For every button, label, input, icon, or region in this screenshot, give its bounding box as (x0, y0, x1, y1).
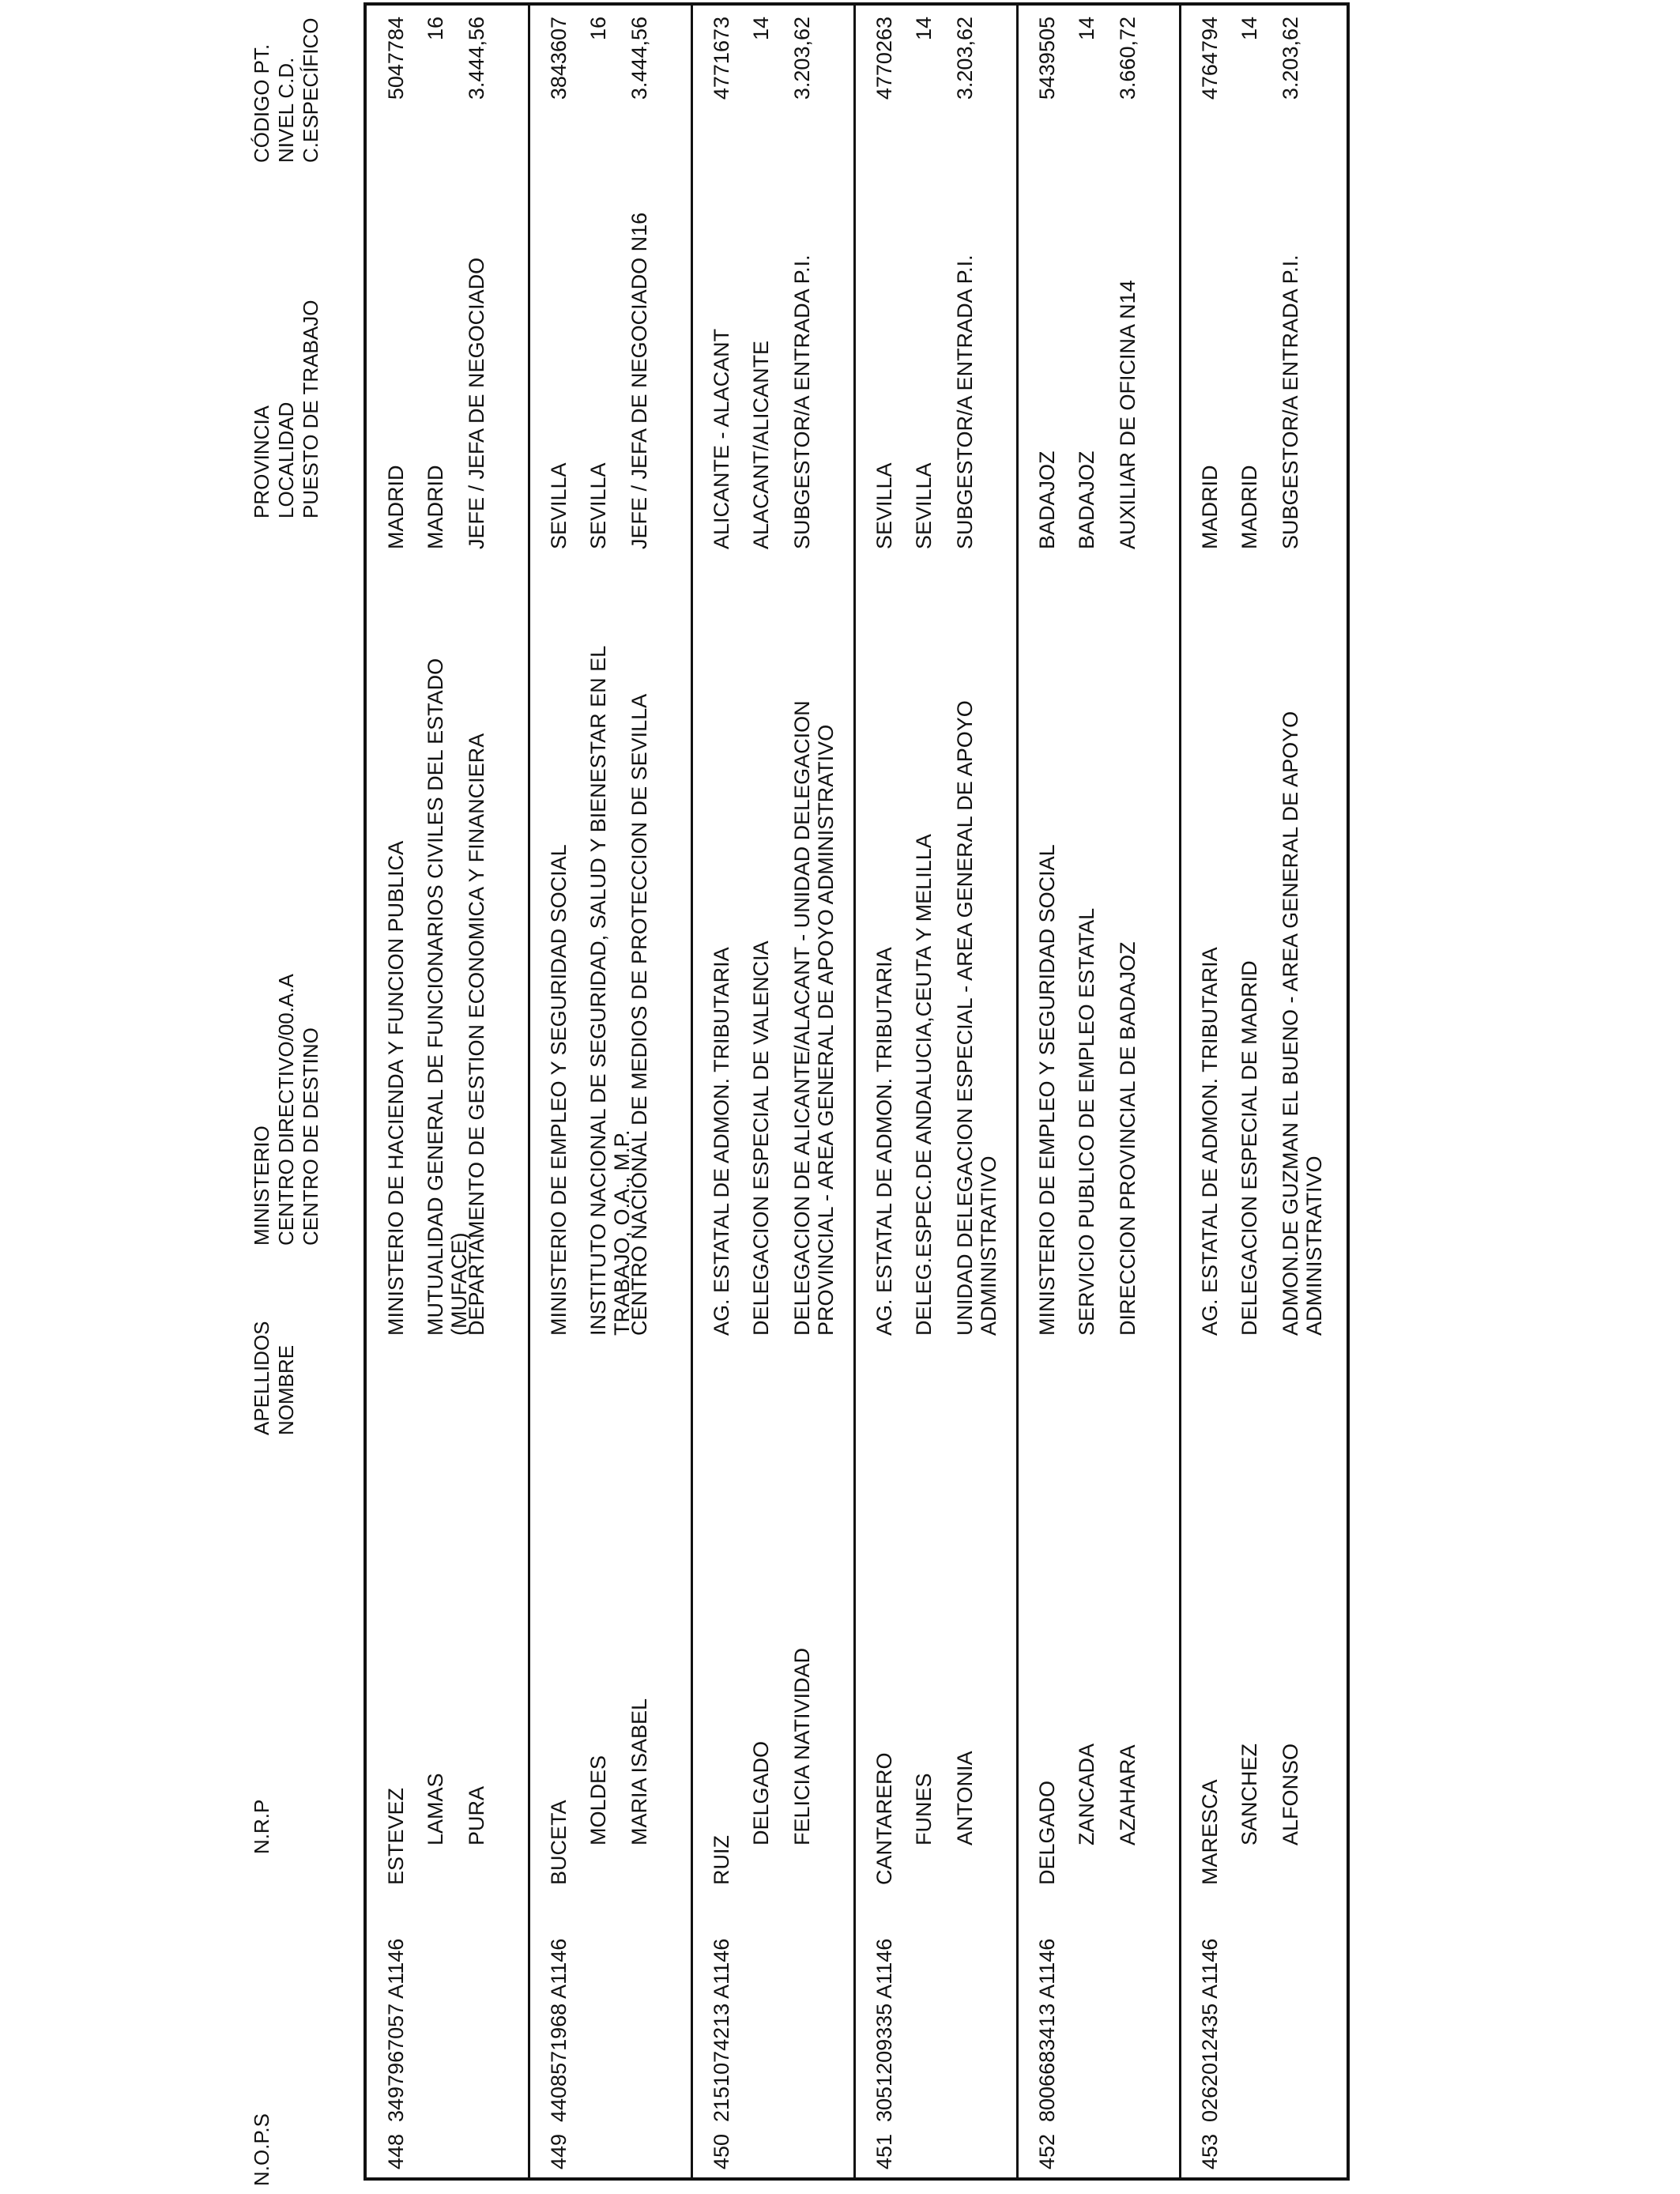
nops-cell: 452 (1035, 2133, 1059, 2169)
header-provincia-label: PROVINCIA (250, 405, 273, 518)
header-apellidos (250, 1321, 299, 1435)
localidad-cell: MADRID (424, 465, 447, 549)
header-localidad-label: LOCALIDAD (274, 401, 298, 518)
record-row (855, 6, 1018, 2177)
centro-destino-cell: DEPARTAMENTO DE GESTION ECONOMICA Y FINANCIERA (465, 733, 488, 1336)
header-ministerio-label: MINISTERIO (250, 1125, 273, 1246)
especifico-cell: 3.444,56 (627, 17, 651, 100)
localidad-cell: ALACANT/ALICANTE (749, 340, 773, 549)
nivel-cell: 14 (1075, 17, 1098, 41)
nops-cell: 448 (384, 2133, 408, 2169)
provincia-cell: MADRID (384, 465, 408, 549)
ministerio-cell: AG. ESTATAL DE ADMON. TRIBUTARIA (710, 947, 733, 1336)
header-nrp (250, 1800, 274, 1854)
puesto-cell: SUBGESTOR/A ENTRADA P.I. (1279, 254, 1302, 549)
codigo-cell: 5047784 (384, 17, 408, 100)
record-row (1181, 6, 1343, 2177)
nrp-cell: 3497967057 A1146 (384, 1938, 408, 2122)
centro-directivo-cell: INSTITUTO NACIONAL DE SEGURIDAD, SALUD Y BIENESTAR EN EL TRABAJO, O.A., M.P. (586, 646, 634, 1336)
header-especifico-label: C.ESPECÍFICO (299, 17, 322, 163)
record-row (367, 6, 529, 2177)
localidad-cell: MADRID (1237, 465, 1261, 549)
centro-destino-cell: UNIDAD DELEGACION ESPECIAL - AREA GENERAL DE APOYO ADMINISTRATIVO (953, 700, 1000, 1336)
apellido1-cell: CANTARERO (872, 1752, 896, 1885)
ministerio-cell: MINISTERIO DE HACIENDA Y FUNCION PUBLICA (384, 840, 408, 1336)
codigo-cell: 4764794 (1198, 17, 1222, 100)
record-separator (1179, 6, 1181, 2177)
nops-cell: 449 (547, 2133, 571, 2169)
header-centro-destino-label: CENTRO DE DESTINO (299, 1027, 322, 1246)
codigo-cell: 5439505 (1035, 17, 1059, 100)
puesto-cell: JEFE / JEFA DE NEGOCIADO (465, 257, 488, 549)
nrp-cell: 2151074213 A1146 (710, 1938, 733, 2122)
nivel-cell: 16 (424, 17, 447, 41)
apellido1-cell: RUIZ (710, 1835, 733, 1885)
apellido2-cell: FUNES (912, 1773, 936, 1845)
header-centro-directivo-label: CENTRO DIRECTIVO/00.A.A (274, 974, 298, 1246)
header-codigo-label: CÓDIGO PT. (250, 43, 273, 163)
nrp-cell: 3051209335 A1146 (872, 1938, 896, 2122)
especifico-cell: 3.203,62 (1279, 17, 1302, 100)
centro-destino-cell: CENTRO NACIONAL DE MEDIOS DE PROTECCION DE SEVILLA (627, 693, 651, 1336)
nivel-cell: 14 (749, 17, 773, 41)
ministerio-cell: AG. ESTATAL DE ADMON. TRIBUTARIA (1198, 947, 1222, 1336)
codigo-cell: 4771673 (710, 17, 733, 100)
apellido2-cell: SANCHEZ (1237, 1743, 1261, 1845)
provincia-cell: SEVILLA (547, 462, 571, 549)
header-apellidos-label: APELLIDOS (250, 1321, 273, 1435)
centro-destino-cell: ADMON.DE GUZMAN EL BUENO - AREA GENERAL DE APOYO ADMINISTRATIVO (1279, 711, 1326, 1336)
nombre-cell: ANTONIA (953, 1751, 977, 1845)
nrp-cell: 4408571968 A1146 (547, 1938, 571, 2122)
apellido2-cell: LAMAS (424, 1773, 447, 1845)
localidad-cell: SEVILLA (586, 462, 610, 549)
apellido1-cell: BUCETA (547, 1800, 571, 1885)
nrp-cell: 0262012435 A1146 (1198, 1938, 1222, 2122)
puesto-cell: AUXILIAR DE OFICINA N14 (1116, 280, 1139, 549)
especifico-cell: 3.660,72 (1116, 17, 1139, 100)
puesto-cell: SUBGESTOR/A ENTRADA P.I. (790, 254, 814, 549)
nombre-cell: MARIA ISABEL (627, 1698, 651, 1845)
header-nops (250, 2113, 274, 2186)
puesto-cell: JEFE / JEFA DE NEGOCIADO N16 (627, 212, 651, 549)
nombre-cell: ALFONSO (1279, 1743, 1302, 1845)
localidad-cell: BADAJOZ (1075, 450, 1098, 549)
record-row (1018, 6, 1181, 2177)
record-separator (1016, 6, 1019, 2177)
apellido1-cell: DELGADO (1035, 1780, 1059, 1885)
nrp-cell: 8006683413 A1146 (1035, 1938, 1059, 2122)
header-nivel-label: NIVEL C.D. (274, 57, 298, 163)
nops-cell: 453 (1198, 2133, 1222, 2169)
provincia-cell: BADAJOZ (1035, 450, 1059, 549)
localidad-cell: SEVILLA (912, 462, 936, 549)
especifico-cell: 3.203,62 (790, 17, 814, 100)
nombre-cell: PURA (465, 1785, 488, 1845)
header-provincia (250, 300, 323, 518)
provincia-cell: MADRID (1198, 465, 1222, 549)
centro-directivo-cell: MUTUALIDAD GENERAL DE FUNCIONARIOS CIVILES DEL ESTADO (MUFACE) (424, 658, 471, 1336)
centro-destino-cell: DIRECCION PROVINCIAL DE BADAJOZ (1116, 941, 1139, 1336)
nivel-cell: 14 (1237, 17, 1261, 41)
centro-directivo-cell: DELEG.ESPEC.DE ANDALUCIA,CEUTA Y MELILLA (912, 834, 936, 1336)
nombre-cell: FELICIA NATIVIDAD (790, 1647, 814, 1845)
header-codigo (250, 18, 323, 163)
apellido1-cell: ESTEVEZ (384, 1787, 408, 1885)
records-table (363, 2, 1350, 2181)
provincia-cell: SEVILLA (872, 462, 896, 549)
centro-directivo-cell: DELEGACION ESPECIAL DE MADRID (1237, 960, 1261, 1336)
nivel-cell: 16 (586, 17, 610, 41)
ministerio-cell: MINISTERIO DE EMPLEO Y SEGURIDAD SOCIAL (547, 844, 571, 1336)
nombre-cell: AZAHARA (1116, 1744, 1139, 1845)
record-row (529, 6, 692, 2177)
apellido2-cell: MOLDES (586, 1755, 610, 1845)
nivel-cell: 14 (912, 17, 936, 41)
header-ministerio (250, 974, 323, 1246)
centro-destino-cell: DELEGACION DE ALICANTE/ALACANT - UNIDAD DELEGACION PROVINCIAL - AREA GENERAL DE APOYO ADMINISTRATIVO (790, 700, 838, 1336)
nops-cell: 450 (710, 2133, 733, 2169)
provincia-cell: ALICANTE - ALACANT (710, 328, 733, 549)
ministerio-cell: AG. ESTATAL DE ADMON. TRIBUTARIA (872, 947, 896, 1336)
apellido2-cell: ZANCADA (1075, 1743, 1098, 1845)
apellido2-cell: DELGADO (749, 1740, 773, 1845)
nops-cell: 451 (872, 2133, 896, 2169)
record-separator (528, 6, 530, 2177)
centro-directivo-cell: DELEGACION ESPECIAL DE VALENCIA (749, 941, 773, 1336)
ministerio-cell: MINISTERIO DE EMPLEO Y SEGURIDAD SOCIAL (1035, 844, 1059, 1336)
especifico-cell: 3.203,62 (953, 17, 977, 100)
record-separator (691, 6, 693, 2177)
codigo-cell: 3843607 (547, 17, 571, 100)
centro-directivo-cell: SERVICIO PUBLICO DE EMPLEO ESTATAL (1075, 907, 1098, 1336)
header-nops-label: N.O.P.S (250, 2113, 273, 2186)
especifico-cell: 3.444,56 (465, 17, 488, 100)
header-nrp-label: N.R.P (250, 1799, 273, 1854)
apellido1-cell: MARESCA (1198, 1779, 1222, 1885)
codigo-cell: 4770263 (872, 17, 896, 100)
header-puesto-label: PUESTO DE TRABAJO (299, 300, 322, 518)
header-nombre-label: NOMBRE (274, 1344, 298, 1435)
puesto-cell: SUBGESTOR/A ENTRADA P.I. (953, 254, 977, 549)
record-separator (853, 6, 856, 2177)
record-row (692, 6, 855, 2177)
